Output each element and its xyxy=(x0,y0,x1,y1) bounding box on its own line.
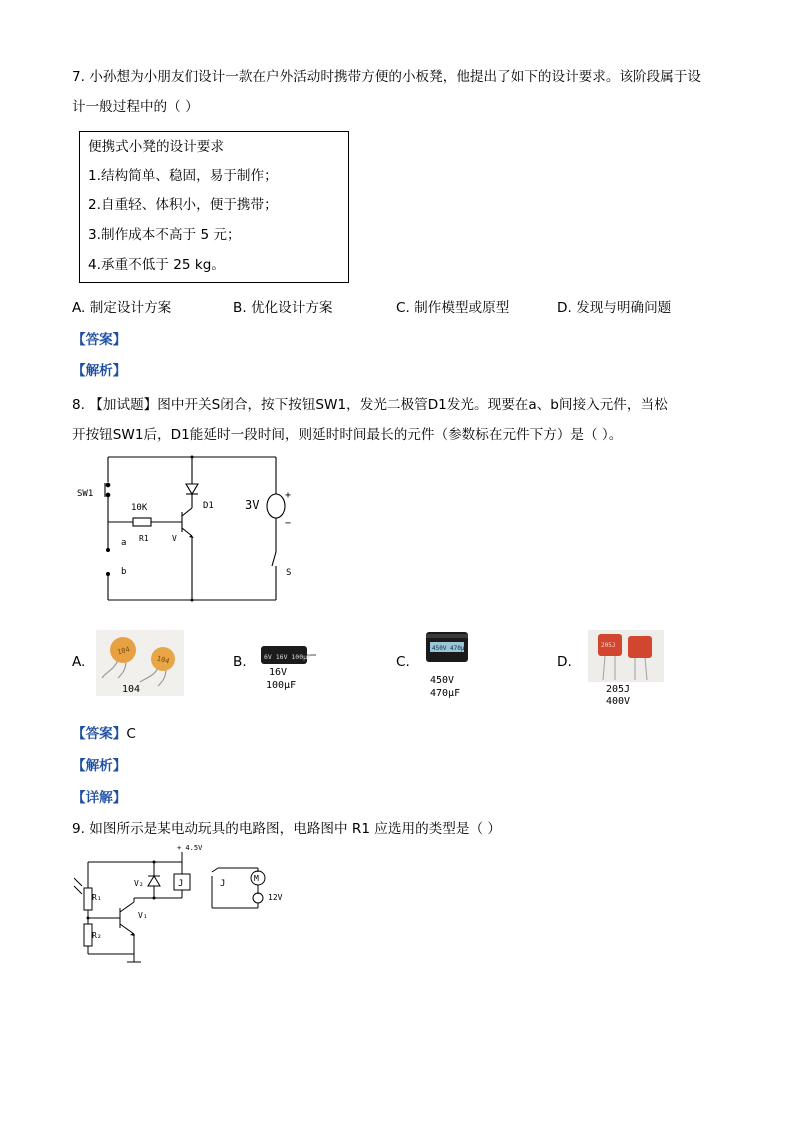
q9-r2-label: R₂ xyxy=(92,931,102,940)
q8-stem xyxy=(72,390,732,450)
cap-c-voltage: 450V xyxy=(430,675,455,686)
q7-requirements-box xyxy=(79,131,349,283)
q7-option-d[interactable]: D. 发现与明确问题 xyxy=(557,300,672,316)
cap-a-code-1: 104 xyxy=(116,645,131,657)
d1-label: D1 xyxy=(203,501,214,511)
q9-vcc-label: + 4.5V xyxy=(177,844,203,852)
q8-option-c-letter[interactable]: C. xyxy=(396,654,410,670)
q7-box-title: 便携式小凳的设计要求 xyxy=(88,139,224,155)
source-minus-label: − xyxy=(285,518,292,529)
cap-a-code-2: 104 xyxy=(155,654,171,666)
source-3v-label: 3V xyxy=(245,498,260,512)
sw1-label: SW1 xyxy=(77,489,94,499)
q8-option-d-letter[interactable]: D. xyxy=(557,654,572,670)
r1-name-label: R1 xyxy=(139,534,149,543)
q8-circuit-diagram xyxy=(75,452,305,604)
r1-value-label: 10K xyxy=(131,503,148,513)
q8-detail-label: 【详解】 xyxy=(72,790,127,806)
q8-answer: 【答案】C xyxy=(72,726,136,742)
cap-d-code: 205J xyxy=(606,684,631,695)
q8-stem-line2: 开按钮SW1后，D1能延时一段时间，则延时时间最长的元件（参数标在元件下方）是（ ）。 xyxy=(72,427,623,443)
cap-b-voltage: 16V xyxy=(269,667,288,678)
cap-b-print: 6V 16V 100μF xyxy=(264,653,311,661)
q9-12v-label: 12V xyxy=(268,893,283,902)
q7-stem-line1: 7. 小孙想为小朋友们设计一款在户外活动时携带方便的小板凳，他提出了如下的设计要求。该阶段属于设 xyxy=(72,69,702,85)
q8-option-a-ceramic-capacitor[interactable] xyxy=(96,630,184,696)
q8-option-a-letter[interactable]: A. xyxy=(72,654,86,670)
q7-stem-line2: 计一般过程中的（ ） xyxy=(72,99,199,115)
q9-r1-label: R₁ xyxy=(92,893,102,902)
q7-answer-label: 【答案】 xyxy=(72,332,127,348)
q7-box-item-4: 4.承重不低于 25 kg。 xyxy=(88,257,225,273)
cap-d-print: 205J xyxy=(601,642,616,649)
q7-box-item-2: 2.自重轻、体积小，便于携带； xyxy=(88,197,278,213)
q9-circuit-diagram xyxy=(72,840,312,970)
node-a-label: a xyxy=(121,538,127,548)
q9-v2-label: V₂ xyxy=(134,879,144,888)
cap-c-capacitance: 470μF xyxy=(430,688,461,698)
cap-d-voltage: 400V xyxy=(606,696,631,706)
q9-relay-switch-label: J xyxy=(220,879,226,889)
q7-box-item-1: 1.结构简单、稳固，易于制作； xyxy=(88,168,278,184)
cap-a-label: 104 xyxy=(122,684,141,695)
q9-motor-label: M xyxy=(254,874,259,883)
q9-relay-coil-label: J xyxy=(178,879,184,889)
switch-s-label: S xyxy=(286,568,292,578)
q7-option-a[interactable]: A. 制定设计方案 xyxy=(72,300,172,316)
q8-option-d-film-capacitor[interactable] xyxy=(588,630,664,706)
q8-option-c-electrolytic-capacitor[interactable] xyxy=(422,630,474,698)
q9-stem-line1: 9. 如图所示是某电动玩具的电路图，电路图中 R1 应选用的类型是（ ） xyxy=(72,821,501,837)
node-b-label: b xyxy=(121,567,127,577)
q7-option-b[interactable]: B. 优化设计方案 xyxy=(233,300,333,316)
q7-box-item-3: 3.制作成本不高于 5 元； xyxy=(88,227,241,243)
q9-v1-label: V₁ xyxy=(138,911,148,920)
transistor-v-label: V xyxy=(172,534,177,543)
q8-option-b-letter[interactable]: B. xyxy=(233,654,247,670)
q8-answer-value: C xyxy=(126,726,136,742)
source-plus-label: + xyxy=(285,490,292,501)
cap-c-print: 450V 470μF xyxy=(432,645,469,652)
q7-option-c[interactable]: C. 制作模型或原型 xyxy=(396,300,510,316)
q7-stem xyxy=(72,62,732,122)
q7-analysis-label: 【解析】 xyxy=(72,363,127,379)
q8-analysis-label: 【解析】 xyxy=(72,758,127,774)
q8-option-b-electrolytic-capacitor[interactable] xyxy=(258,644,318,692)
q8-stem-line1: 8. 【加试题】图中开关S闭合，按下按钮SW1，发光二极管D1发光。现要在a、b间接入元件，当松 xyxy=(72,397,668,413)
cap-b-capacitance: 100μF xyxy=(266,680,297,691)
